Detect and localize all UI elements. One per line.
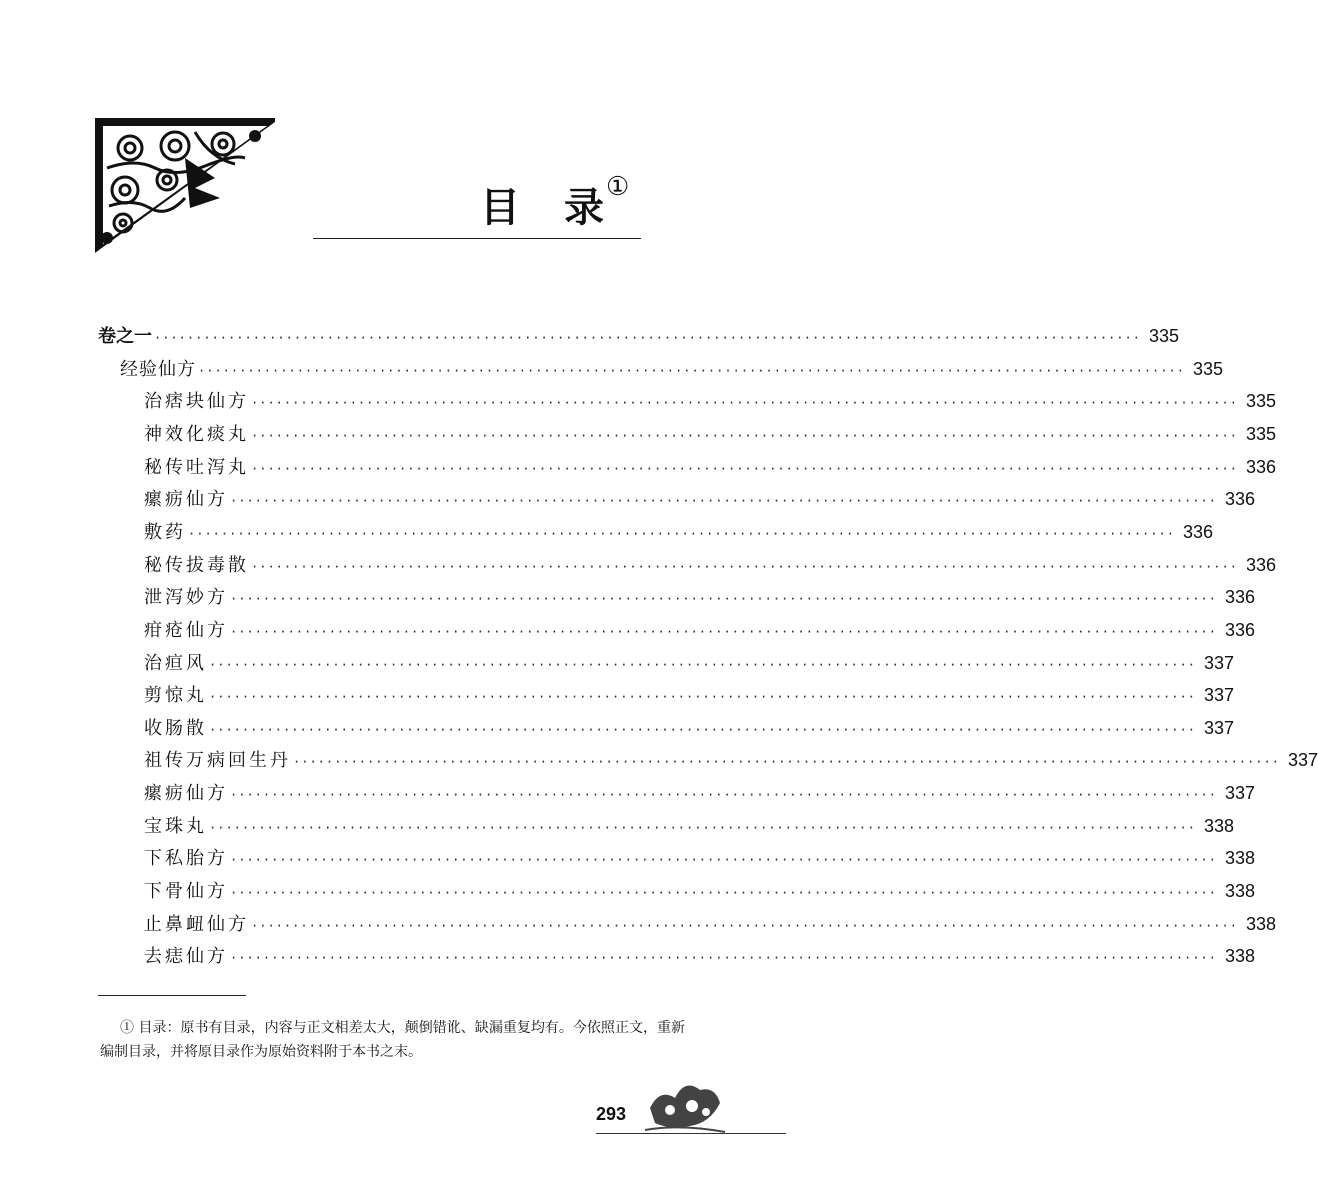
toc-entry-page: 335	[1148, 326, 1179, 346]
leader-dots: ························································································································	[293, 755, 1280, 770]
leader-dots: ························································································································	[230, 788, 1217, 803]
leader-dots: ························································································································	[251, 559, 1238, 574]
toc-entry-page: 336	[1224, 587, 1255, 608]
toc-entry	[144, 453, 1276, 485]
leader-dots: ························································································································	[230, 494, 1217, 509]
corner-ornament	[95, 118, 275, 253]
toc-entry	[144, 910, 1276, 942]
toc-entry-page: 336	[1224, 489, 1255, 510]
toc-entry-label: 瘰疬仙方	[144, 783, 228, 805]
toc-entry-page: 337	[1203, 717, 1234, 738]
toc-entry	[144, 942, 1255, 974]
leader-dots: ························································································································	[209, 722, 1196, 737]
leader-dots: ························································································································	[209, 820, 1196, 835]
leader-dots: ························································································································	[251, 918, 1238, 933]
toc-entry-page: 337	[1224, 783, 1255, 804]
toc-entry	[144, 649, 1234, 681]
toc-entry-page: 336	[1224, 619, 1255, 640]
toc-entry-page: 338	[1245, 913, 1276, 934]
folio-rule	[596, 1133, 786, 1134]
title-underline	[313, 238, 641, 239]
toc-entry	[144, 583, 1255, 615]
toc-entry-page: 338	[1224, 848, 1255, 869]
toc-entry-label: 敷药	[144, 521, 186, 543]
toc-entry-label: 祖传万病回生丹	[144, 750, 291, 772]
toc-entry-page: 336	[1245, 554, 1276, 575]
toc-entry-label: 剪惊丸	[144, 685, 207, 707]
toc-entry-label: 止鼻衄仙方	[144, 913, 249, 935]
toc-entry-label: 去痣仙方	[144, 946, 228, 968]
leader-dots: ························································································································	[230, 624, 1217, 639]
toc-entry	[144, 551, 1276, 583]
toc-entry-page: 337	[1203, 652, 1234, 673]
toc-entry	[120, 355, 1223, 387]
toc-entry	[144, 746, 1318, 778]
toc-entry	[144, 420, 1276, 452]
toc-entry-label: 卷之一	[98, 326, 152, 347]
toc-entry-page: 335	[1192, 358, 1223, 379]
leader-dots: ························································································································	[188, 526, 1175, 541]
title-char-1: 目	[480, 184, 520, 231]
toc-entry-label: 秘传吐泻丸	[144, 456, 249, 478]
footnote-separator	[98, 995, 246, 996]
toc-entry	[144, 387, 1276, 419]
toc-entry-label: 下骨仙方	[144, 881, 228, 903]
leader-dots: ························································································································	[209, 690, 1196, 705]
toc-entry-label: 收肠散	[144, 717, 207, 739]
toc-entry	[144, 681, 1234, 713]
toc-entry	[98, 322, 1179, 354]
leader-dots: ························································································································	[230, 853, 1217, 868]
toc-entry	[144, 616, 1255, 648]
leader-dots: ························································································································	[198, 363, 1185, 378]
toc-entry-label: 神效化痰丸	[144, 423, 249, 445]
toc-entry-label: 下私胎方	[144, 848, 228, 870]
toc-entry	[144, 779, 1255, 811]
leader-dots: ························································································································	[209, 657, 1196, 672]
toc-entry	[144, 812, 1234, 844]
leader-dots: ························································································································	[230, 886, 1217, 901]
toc-entry-label: 宝珠丸	[144, 815, 207, 837]
toc-entry-page: 337	[1203, 685, 1234, 706]
toc-entry-page: 335	[1245, 391, 1276, 412]
toc-entry	[144, 714, 1234, 746]
leader-dots: ························································································································	[230, 592, 1217, 607]
toc-entry-label: 泄泻妙方	[144, 587, 228, 609]
leader-dots: ························································································································	[251, 428, 1238, 443]
toc-entry	[144, 844, 1255, 876]
toc-entry-page: 338	[1224, 946, 1255, 967]
leader-dots: ························································································································	[251, 396, 1238, 411]
toc-entry-label: 疳疮仙方	[144, 619, 228, 641]
toc-entry-label: 瘰疬仙方	[144, 489, 228, 511]
toc-entry-page: 337	[1287, 750, 1318, 771]
toc-entry-label: 经验仙方	[120, 358, 196, 380]
title-char-2: 录	[564, 184, 604, 231]
page-number: 293	[596, 1104, 627, 1124]
toc-entry-label: 秘传拔毒散	[144, 554, 249, 576]
toc-entry	[144, 518, 1213, 550]
toc-entry-label: 治疸风	[144, 652, 207, 674]
leader-dots: ························································································································	[251, 461, 1238, 476]
folio-ornament	[640, 1068, 728, 1138]
toc-entry	[144, 485, 1255, 517]
toc-entry-page: 338	[1224, 881, 1255, 902]
leader-dots: ························································································································	[230, 951, 1217, 966]
footnote: ① 目录：原书有目录，内容与正文相差太大，颠倒错讹、缺漏重复均有。今依照正文，重新编制目录，并将原目录作为原始资料附于本书之末。	[100, 1020, 685, 1060]
toc-entry-label: 治痞块仙方	[144, 391, 249, 413]
leader-dots: ························································································································	[154, 331, 1141, 345]
title-footnote-mark: ①	[606, 172, 630, 202]
toc-entry-page: 336	[1182, 521, 1213, 542]
toc-entry-page: 336	[1245, 456, 1276, 477]
toc-entry-page: 335	[1245, 423, 1276, 444]
toc-entry	[144, 877, 1255, 909]
page-title	[480, 172, 630, 233]
toc-entry-page: 338	[1203, 815, 1234, 836]
